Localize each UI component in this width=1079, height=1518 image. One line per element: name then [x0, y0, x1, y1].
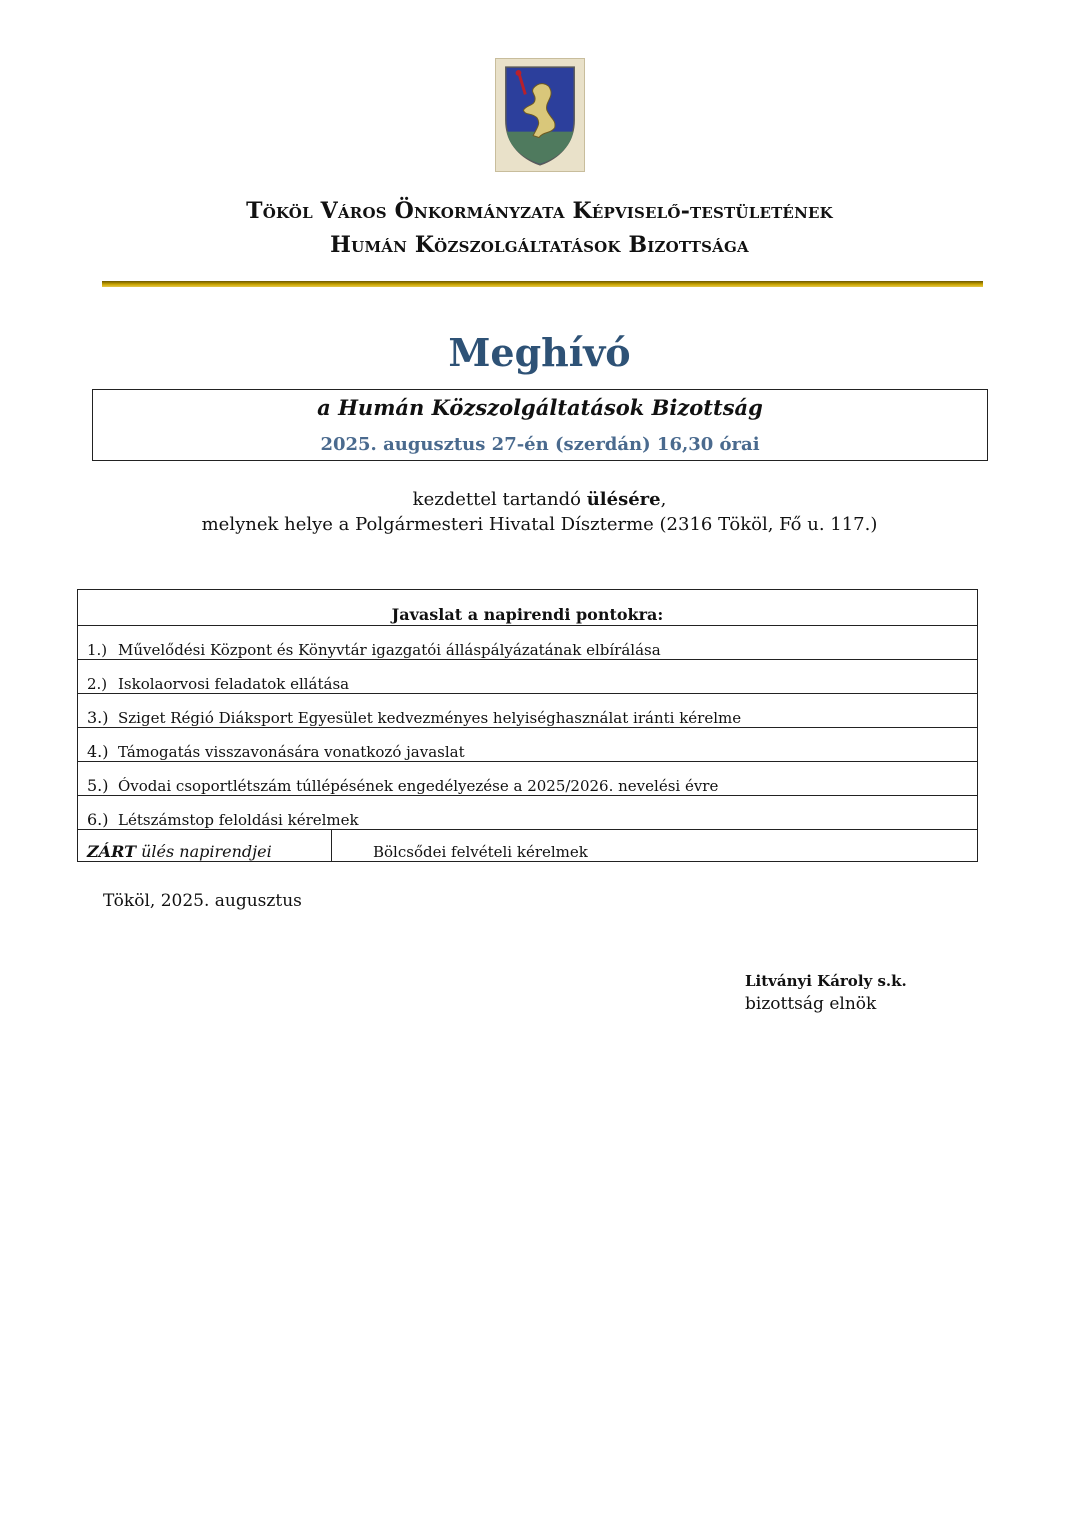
agenda-item-number: 6.)	[87, 810, 109, 829]
coat-of-arms-image	[495, 58, 585, 172]
agenda-item-text: Óvodai csoportlétszám túllépésének engedélyezése a 2025/2026. nevelési évre	[118, 777, 719, 795]
agenda-item-text: Létszámstop feloldási kérelmek	[118, 811, 359, 829]
committee-name: a Humán Közszolgáltatások Bizottság	[317, 395, 763, 420]
agenda-row	[78, 728, 978, 762]
place-and-date: Tököl, 2025. augusztus	[103, 891, 302, 911]
signatory-name: Litványi Károly s.k.	[745, 972, 907, 990]
header-divider	[102, 281, 983, 287]
closed-label-bold: ZÁRT	[87, 842, 137, 861]
agenda-item-number: 4.)	[87, 742, 109, 761]
agenda-item-number: 1.)	[87, 641, 108, 659]
agenda-item-number: 2.)	[87, 675, 108, 693]
agenda-item-number: 3.)	[87, 708, 109, 727]
meeting-info-box	[92, 389, 988, 461]
document-title: Meghívó	[448, 330, 631, 375]
organization-name-line-2: Humán Közszolgáltatások Bizottsága	[330, 232, 749, 258]
agenda-row	[78, 796, 978, 830]
signatory-role: bizottság elnök	[745, 994, 877, 1014]
agenda-item-text: Támogatás visszavonására vonatkozó javaslat	[118, 743, 465, 761]
closed-session-row	[78, 830, 978, 862]
agenda-row	[78, 660, 978, 694]
agenda-heading: Javaslat a napirendi pontokra:	[78, 590, 978, 626]
closed-session-item: Bölcsődei felvételi kérelmek	[332, 830, 978, 862]
agenda-row	[78, 762, 978, 796]
closed-session-label	[78, 830, 332, 862]
agenda-item-text: Iskolaorvosi feladatok ellátása	[118, 675, 350, 693]
closed-label-rest: ülés napirendjei	[136, 842, 272, 861]
intro-prefix: kezdettel tartandó	[412, 489, 587, 510]
meeting-intro	[0, 489, 1079, 510]
agenda-item-text: Művelődési Központ és Könyvtár igazgatói álláspályázatának elbírálása	[118, 641, 661, 659]
intro-suffix: ,	[660, 489, 667, 510]
organization-name-line-1: Tököl Város Önkormányzata Képviselő-testületének	[246, 198, 833, 224]
agenda-row	[78, 694, 978, 728]
agenda-table	[77, 589, 978, 862]
agenda-item-text: Sziget Régió Diáksport Egyesület kedvezményes helyiséghasználat iránti kérelme	[118, 709, 742, 727]
meeting-location: melynek helye a Polgármesteri Hivatal Díszterme (2316 Tököl, Fő u. 117.)	[201, 514, 878, 535]
meeting-datetime: 2025. augusztus 27-én (szerdán) 16,30 órai	[320, 434, 760, 455]
agenda-item-number: 5.)	[87, 776, 109, 795]
agenda-row	[78, 626, 978, 660]
intro-bold: ülésére	[586, 489, 661, 510]
agenda-header-row	[78, 590, 978, 626]
